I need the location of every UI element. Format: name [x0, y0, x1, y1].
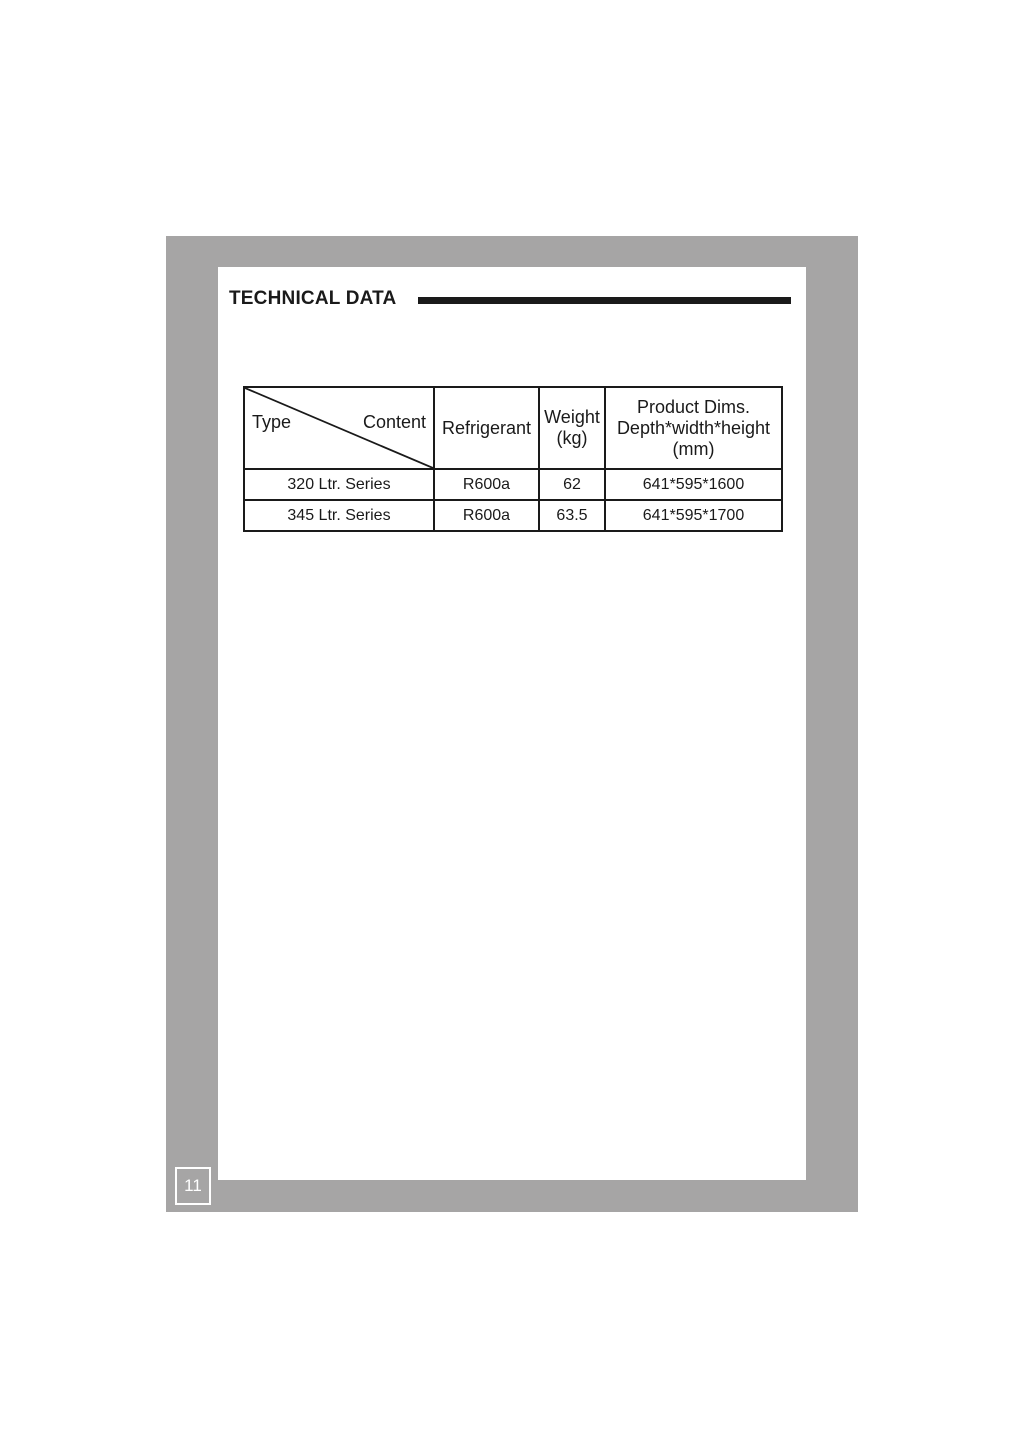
type-cell: 345 Ltr. Series: [244, 500, 434, 531]
technical-data-table: [243, 386, 783, 532]
content-header-label: Content: [362, 412, 426, 432]
dimensions-order-label: Depth*width*height: [616, 417, 771, 438]
weight-cell: 63.5: [539, 500, 605, 531]
table-row: [244, 469, 782, 500]
weight-header-label: Weight: [544, 407, 600, 427]
type-header-label: Type: [252, 412, 292, 432]
type-content-header: [244, 387, 434, 469]
page-number: 11: [175, 1167, 211, 1205]
section-title: TECHNICAL DATA: [229, 288, 397, 309]
weight-unit-label: (kg): [556, 428, 588, 448]
type-cell: 320 Ltr. Series: [244, 469, 434, 500]
dimensions-cell: 641*595*1600: [605, 469, 782, 500]
weight-cell: 62: [539, 469, 605, 500]
dimensions-header: [605, 387, 782, 469]
refrigerant-header-label: Refrigerant: [441, 417, 532, 438]
weight-header: [539, 387, 605, 469]
refrigerant-cell: R600a: [434, 469, 539, 500]
dimensions-unit-label: (mm): [672, 438, 715, 459]
title-rule-divider: [418, 297, 791, 304]
refrigerant-header: [434, 387, 539, 469]
dimensions-cell: 641*595*1700: [605, 500, 782, 531]
table-row: [244, 500, 782, 531]
table-header-row: [244, 387, 782, 469]
refrigerant-cell: R600a: [434, 500, 539, 531]
dimensions-header-label: Product Dims.: [636, 396, 751, 417]
